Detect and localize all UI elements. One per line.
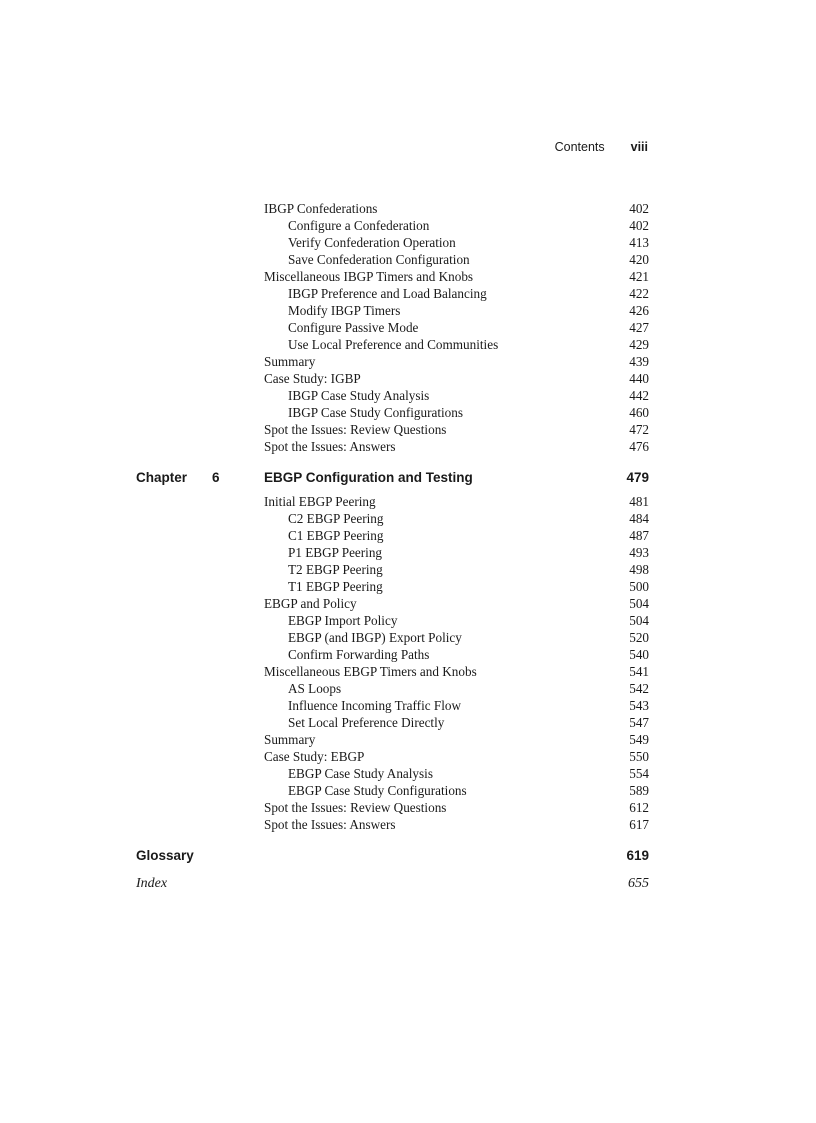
- toc-subentry: [288, 680, 649, 697]
- running-header-title: Contents: [554, 140, 605, 154]
- chapter-page: 479: [626, 470, 649, 485]
- toc-subentry: [288, 765, 649, 782]
- toc-entry-label: C1 EBGP Peering: [288, 528, 384, 543]
- toc-entry-label: T1 EBGP Peering: [288, 579, 383, 594]
- index-entry: [136, 874, 649, 894]
- toc-entry: [264, 799, 649, 816]
- toc-entry: [264, 748, 649, 765]
- toc-entry-page: 420: [629, 252, 649, 267]
- toc-subentry: [288, 387, 649, 404]
- toc-entry-page: 487: [629, 528, 649, 543]
- toc-entry-label: Modify IBGP Timers: [288, 303, 401, 318]
- running-header: [555, 140, 648, 154]
- toc-entry-label: T2 EBGP Peering: [288, 562, 383, 577]
- toc-subentry: [288, 527, 649, 544]
- toc-subentry: [288, 646, 649, 663]
- toc-entry: [264, 268, 649, 285]
- glossary-entry: [136, 846, 649, 866]
- toc-subentry: [288, 510, 649, 527]
- toc-entry-label: Spot the Issues: Answers: [264, 439, 396, 454]
- toc-entry: [264, 353, 649, 370]
- toc-entry-label: Influence Incoming Traffic Flow: [288, 698, 461, 713]
- toc-entry: [264, 421, 649, 438]
- toc-entry-page: 472: [629, 422, 649, 437]
- toc-entry-label: Configure Passive Mode: [288, 320, 419, 335]
- toc-subentry: [288, 578, 649, 595]
- glossary-label: Glossary: [136, 848, 194, 863]
- toc-entry-page: 520: [629, 630, 649, 645]
- toc-entry-label: IBGP Case Study Analysis: [288, 388, 430, 403]
- toc-entry-page: 504: [629, 613, 649, 628]
- toc-entry-page: 550: [629, 749, 649, 764]
- toc-entry-label: Spot the Issues: Review Questions: [264, 800, 447, 815]
- toc-entry-label: Case Study: EBGP: [264, 749, 365, 764]
- toc-subentry: [288, 302, 649, 319]
- toc-subentry: [288, 629, 649, 646]
- toc-entry-label: Confirm Forwarding Paths: [288, 647, 430, 662]
- toc-entry-page: 540: [629, 647, 649, 662]
- toc-entry-page: 500: [629, 579, 649, 594]
- glossary-page: 619: [626, 848, 649, 863]
- toc-entry: [264, 816, 649, 833]
- running-header-page-number: viii: [630, 140, 648, 154]
- toc-entry-label: IBGP Case Study Configurations: [288, 405, 463, 420]
- toc-subentry: [288, 612, 649, 629]
- toc-entry-label: AS Loops: [288, 681, 342, 696]
- toc-entry-page: 427: [629, 320, 649, 335]
- toc-subentry: [288, 285, 649, 302]
- chapter-label: Chapter: [136, 470, 188, 485]
- toc-subentry: [288, 217, 649, 234]
- toc-entry-label: Miscellaneous IBGP Timers and Knobs: [264, 269, 474, 284]
- toc-entry-page: 439: [629, 354, 649, 369]
- toc-entry-page: 589: [629, 783, 649, 798]
- toc-subentry: [288, 561, 649, 578]
- toc-entry-page: 413: [629, 235, 649, 250]
- toc-entry-label: Configure a Confederation: [288, 218, 430, 233]
- toc-entry: [264, 370, 649, 387]
- toc-entry-page: 498: [629, 562, 649, 577]
- toc-entry-page: 484: [629, 511, 649, 526]
- toc-entry-label: EBGP (and IBGP) Export Policy: [288, 630, 462, 645]
- toc-entry-label: EBGP and Policy: [264, 596, 357, 611]
- toc-subentry: [288, 234, 649, 251]
- toc-entry-page: 422: [629, 286, 649, 301]
- chapter-number: 6: [212, 470, 220, 485]
- toc-entry: [264, 731, 649, 748]
- toc-entry-page: 504: [629, 596, 649, 611]
- toc-entry-page: 493: [629, 545, 649, 560]
- toc-entry-label: Summary: [264, 732, 316, 747]
- toc-subentry: [288, 782, 649, 799]
- toc-entry-page: 429: [629, 337, 649, 352]
- toc-entry-page: 440: [629, 371, 649, 386]
- toc-subentry: [288, 336, 649, 353]
- toc-entry-label: Summary: [264, 354, 316, 369]
- toc-entry-label: Spot the Issues: Review Questions: [264, 422, 447, 437]
- toc-entry-page: 426: [629, 303, 649, 318]
- toc-entry-label: IBGP Confederations: [264, 201, 378, 216]
- toc-entry-page: 549: [629, 732, 649, 747]
- toc-entry-label: EBGP Import Policy: [288, 613, 398, 628]
- toc-entry-label: Verify Confederation Operation: [288, 235, 456, 250]
- toc-entry: [264, 595, 649, 612]
- toc-entry-page: 460: [629, 405, 649, 420]
- toc-entry-label: IBGP Preference and Load Balancing: [288, 286, 487, 301]
- toc-entry-label: C2 EBGP Peering: [288, 511, 384, 526]
- chapter-heading: [136, 468, 649, 488]
- toc-entry-page: 554: [629, 766, 649, 781]
- toc-entry-label: Spot the Issues: Answers: [264, 817, 396, 832]
- toc-entry: [264, 663, 649, 680]
- toc-entry-label: Save Confederation Configuration: [288, 252, 470, 267]
- toc-entry-page: 541: [629, 664, 649, 679]
- toc-entry-page: 402: [629, 201, 649, 216]
- toc-entry-page: 402: [629, 218, 649, 233]
- toc-entry-label: EBGP Case Study Configurations: [288, 783, 467, 798]
- toc-subentry: [288, 251, 649, 268]
- toc-entry-label: Miscellaneous EBGP Timers and Knobs: [264, 664, 477, 679]
- toc-entry-page: 476: [629, 439, 649, 454]
- toc-entry-label: Initial EBGP Peering: [264, 494, 376, 509]
- toc-entry-page: 547: [629, 715, 649, 730]
- toc-entry-page: 481: [629, 494, 649, 509]
- toc-entry-page: 612: [629, 800, 649, 815]
- toc-entry-page: 421: [629, 269, 649, 284]
- toc-entry: [264, 200, 649, 217]
- toc-entry-label: Use Local Preference and Communities: [288, 337, 499, 352]
- toc-subentry: [288, 697, 649, 714]
- toc-subentry: [288, 404, 649, 421]
- toc-entry: [264, 493, 649, 510]
- toc-entry-page: 617: [629, 817, 649, 832]
- chapter-title: EBGP Configuration and Testing: [264, 470, 473, 485]
- toc-subentry: [288, 714, 649, 731]
- toc-entry-label: P1 EBGP Peering: [288, 545, 383, 560]
- toc-entry-page: 543: [629, 698, 649, 713]
- toc-subentry: [288, 319, 649, 336]
- index-label: Index: [136, 876, 168, 891]
- toc-entry-label: Set Local Preference Directly: [288, 715, 445, 730]
- toc-entry-page: 542: [629, 681, 649, 696]
- toc-subentry: [288, 544, 649, 561]
- toc-entry-label: EBGP Case Study Analysis: [288, 766, 433, 781]
- toc-entry-page: 442: [629, 388, 649, 403]
- index-page: 655: [628, 876, 649, 891]
- toc-entry: [264, 438, 649, 455]
- toc-entry-label: Case Study: IGBP: [264, 371, 361, 386]
